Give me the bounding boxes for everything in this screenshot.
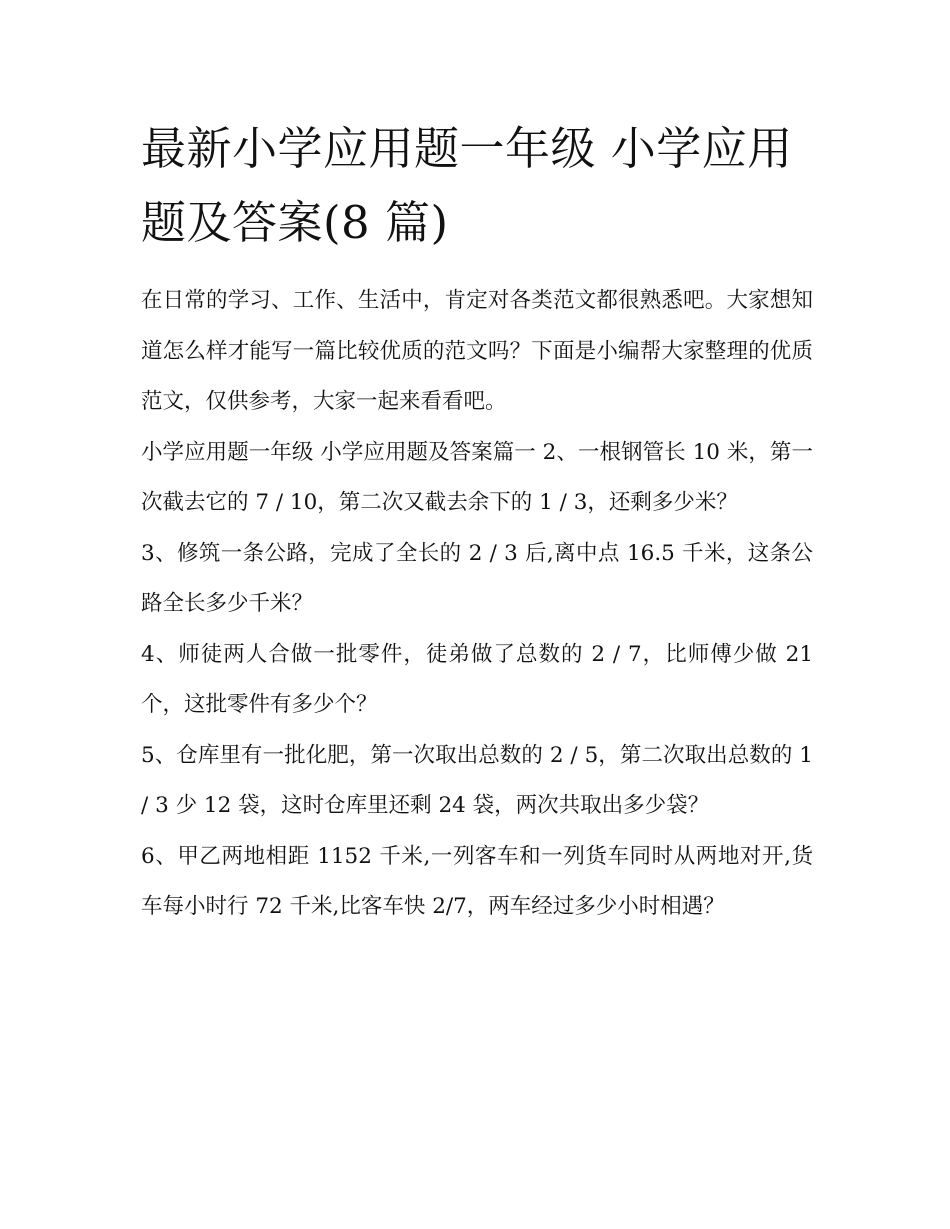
question-2-paragraph: 小学应用题一年级 小学应用题及答案篇一 2、一根钢管长 10 米，第一次截去它的 7 / 10，第二次又截去余下的 1 / 3，还剩多少米？	[141, 439, 813, 515]
document-content	[141, 112, 813, 933]
question-5-paragraph: 5、仓库里有一批化肥，第一次取出总数的 2 / 5，第二次取出总数的 1 / 3 少 12 袋，这时仓库里还剩 24 袋，两次共取出多少袋？	[141, 742, 813, 818]
question-6-paragraph: 6、甲乙两地相距 1152 千米,一列客车和一列货车同时从两地对开,货车每小时行 72 千米,比客车快 2/7，两车经过多少小时相遇？	[141, 843, 813, 919]
intro-paragraph: 在日常的学习、工作、生活中，肯定对各类范文都很熟悉吧。大家想知道怎么样才能写一篇比较优质的范文吗？下面是小编帮大家整理的优质范文，仅供参考，大家一起来看看吧。	[141, 288, 813, 414]
question-3-paragraph: 3、修筑一条公路，完成了全长的 2 / 3 后,离中点 16.5 千米，这条公路全长多少千米？	[141, 540, 813, 616]
question-4-paragraph: 4、师徒两人合做一批零件，徒弟做了总数的 2 / 7，比师傅少做 21 个，这批零件有多少个？	[141, 641, 813, 717]
document-title: 最新小学应用题一年级 小学应用题及答案(8 篇)	[141, 122, 793, 249]
document-body	[141, 276, 813, 933]
